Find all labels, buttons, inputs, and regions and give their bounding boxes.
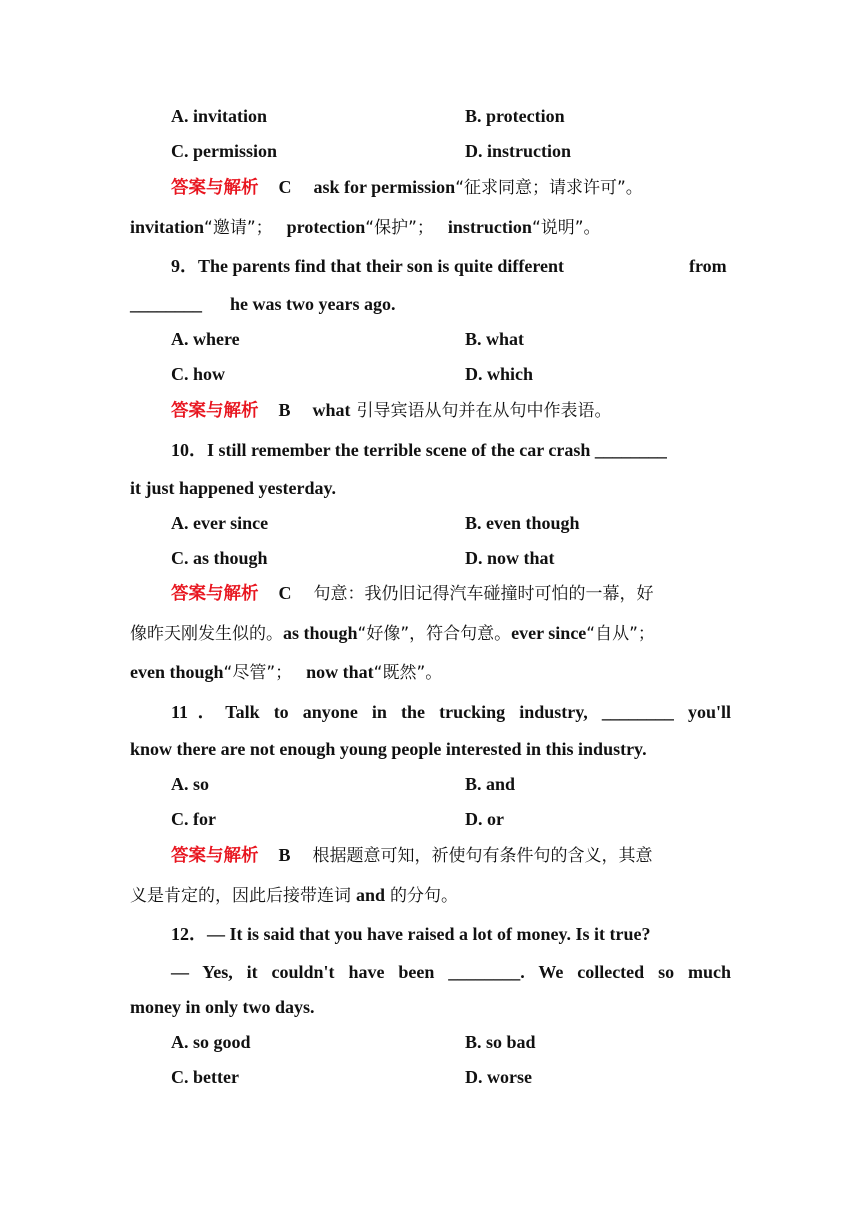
q9-expl-cn: 引导宾语从句并在从句中作表语。 — [356, 401, 612, 421]
q11-expl-cn: 的分句。 — [390, 886, 459, 906]
q9-stem-line1-end: from — [689, 256, 727, 276]
q10-stem-line1: 10．I still remember the terrible scene of the car crash ________ — [171, 440, 667, 460]
q9-option-c: C. how — [171, 364, 226, 384]
q8-option-a: A. invitation — [171, 106, 268, 126]
q10-answer-letter: C — [278, 583, 292, 603]
q10-expl-term: even though — [130, 662, 224, 682]
q10-expl-cn: 句意：我仍旧记得汽车碰撞时可怕的一幕，好 — [313, 584, 654, 604]
q11-option-a: A. so — [171, 774, 210, 794]
q9-option-a: A. where — [171, 329, 240, 349]
q8-option-b: B. protection — [465, 106, 565, 126]
q10-option-a: A. ever since — [171, 513, 269, 533]
q11-stem-line2: know there are not enough young people interested in this industry. — [130, 739, 647, 759]
q9-stem-line2 — [130, 293, 395, 315]
q10-stem-line2: it just happened yesterday. — [130, 478, 337, 498]
q11-explanation-line2 — [130, 884, 458, 907]
q8-explanation-line2 — [130, 216, 601, 239]
q11-option-d: D. or — [465, 809, 504, 829]
q9-expl-en: what — [312, 400, 351, 420]
q10-expl-gloss: “好像”，符合句意。 — [357, 624, 512, 644]
q10-expl-term: as though — [283, 623, 358, 643]
q11-stem-line1: 11．Talk to anyone in the trucking industry, ________ you'll — [171, 702, 731, 722]
q12-option-a: A. so good — [171, 1032, 251, 1052]
answer-label: 答案与解析 — [171, 846, 259, 866]
q9-answer-letter: B — [278, 400, 291, 420]
q9-option-b: B. what — [465, 329, 525, 349]
q10-option-d: D. now that — [465, 548, 555, 568]
q12-option-b: B. so bad — [465, 1032, 536, 1052]
q12-stem-line2: — Yes, it couldn't have been ________. We collected so much — [171, 962, 731, 982]
q8-answer-letter: C — [278, 177, 292, 197]
q10-explanation-line3 — [130, 661, 442, 684]
q10-expl-gloss: “自从”； — [586, 624, 655, 644]
answer-label: 答案与解析 — [171, 584, 259, 604]
q8-expl-gloss: “保护”； — [365, 218, 434, 238]
q8-option-d: D. instruction — [465, 141, 572, 161]
q10-explanation-line1 — [171, 582, 654, 605]
q12-option-c: C. better — [171, 1067, 239, 1087]
q9-stem-rest: he was two years ago. — [230, 294, 396, 314]
q10-expl-gloss: “尽管”； — [223, 663, 293, 683]
q9-option-d: D. which — [465, 364, 534, 384]
q8-expl-en: ask for permission — [313, 177, 456, 197]
q8-explanation-line1 — [171, 176, 643, 199]
q10-option-c: C. as though — [171, 548, 268, 568]
q11-option-b: B. and — [465, 774, 516, 794]
q8-expl-term: protection — [286, 217, 366, 237]
q9-blank: ________ — [130, 294, 202, 314]
q12-option-d: D. worse — [465, 1067, 532, 1087]
q12-stem-line1: 12．— It is said that you have raised a lot of money. Is it true? — [171, 924, 651, 944]
q11-expl-term: and — [356, 885, 386, 905]
q8-expl-cn: “征求同意；请求许可”。 — [455, 178, 643, 198]
q8-expl-term: invitation — [130, 217, 205, 237]
q10-option-b: B. even though — [465, 513, 580, 533]
q8-expl-term: instruction — [447, 217, 532, 237]
q10-expl-cn: 像昨天刚发生似的。 — [130, 624, 283, 644]
q10-expl-term: now that — [306, 662, 374, 682]
q8-option-c: C. permission — [171, 141, 278, 161]
q11-answer-letter: B — [278, 845, 291, 865]
answer-label: 答案与解析 — [171, 401, 259, 421]
q12-stem-line3: money in only two days. — [130, 997, 315, 1017]
answer-label: 答案与解析 — [171, 178, 259, 198]
q8-expl-gloss: “说明”。 — [531, 218, 601, 238]
q11-explanation-line1 — [171, 844, 653, 867]
q11-expl-cn: 根据题意可知，祈使句有条件句的含义，其意 — [312, 846, 653, 866]
q8-expl-gloss: “邀请”； — [204, 218, 273, 238]
q11-expl-cn: 义是肯定的，因此后接带连词 — [130, 886, 351, 906]
q10-explanation-line2 — [130, 622, 655, 645]
q10-expl-term: ever since — [511, 623, 587, 643]
q11-option-c: C. for — [171, 809, 216, 829]
q10-expl-gloss: “既然”。 — [373, 663, 443, 683]
q9-stem-line1: 9．The parents find that their son is quite different — [171, 256, 565, 276]
q9-explanation — [171, 399, 612, 422]
